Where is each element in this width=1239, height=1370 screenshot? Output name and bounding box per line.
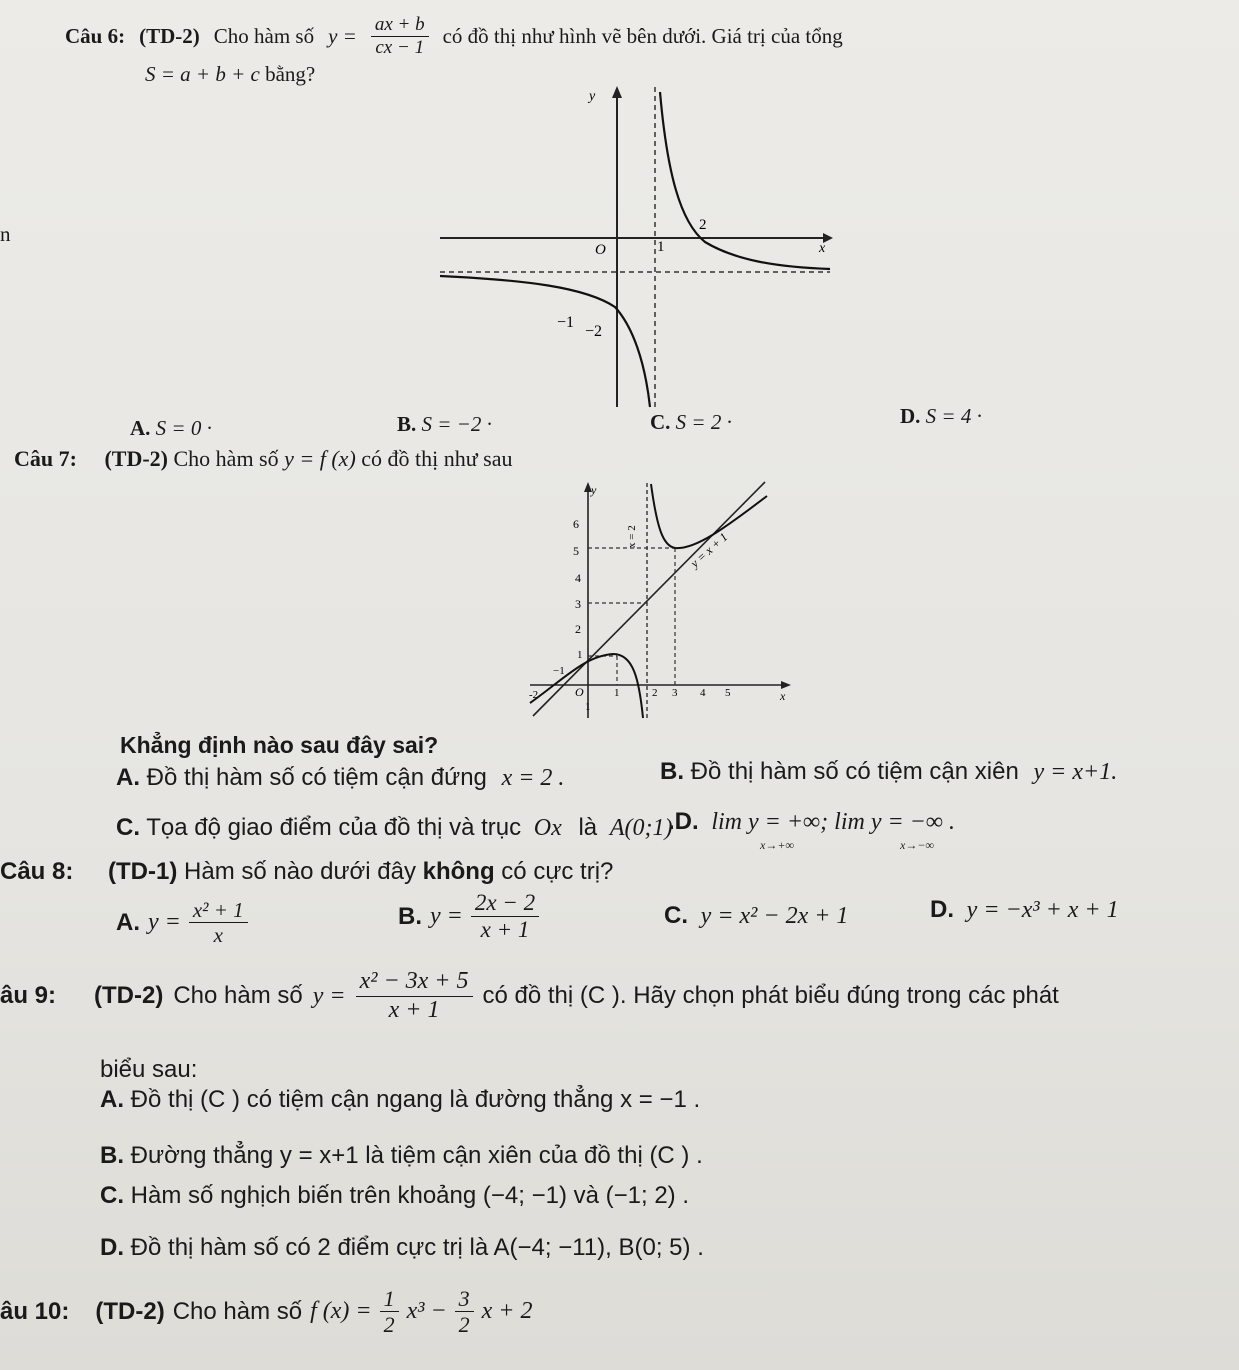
q8-option-b[interactable]: B. y = $\frac{2x - 2}{x + 1}$ <box>398 890 539 944</box>
q6-tick-x-neg: −1 <box>557 314 575 331</box>
q8-option-a[interactable]: A. y = $\frac{\text{x² + 1}}{x}$ <box>116 898 248 947</box>
q6-y-axis-label: y <box>589 89 596 104</box>
q7-lim-sub2: x→−∞ <box>900 838 934 852</box>
q7-label-slant: y = x + 1 <box>687 529 731 571</box>
q7-ytick-3: 3 <box>575 597 581 611</box>
q9-text-before: Cho hàm số <box>173 982 303 1010</box>
q7-y-axis-label: y <box>591 483 597 497</box>
q10-tail: x + 2 <box>481 1298 533 1325</box>
q6-option-a[interactable]: A. S = 0 · <box>130 416 212 440</box>
q10-tag: (TD-2) <box>95 1297 165 1325</box>
q9-option-c[interactable]: C. Hàm số nghịch biến trên khoảng (−4; −1) và (−1; 2) . <box>100 1182 689 1209</box>
q7-text-after: có đồ thị như sau <box>361 446 513 471</box>
q6-frac-den: cx − 1 <box>375 36 425 58</box>
q6-fraction <box>371 14 429 59</box>
q6-text-before: Cho hàm số <box>213 23 315 48</box>
q9-tag: (TD-2) <box>94 982 164 1010</box>
q6-tag: (TD-2) <box>139 23 200 48</box>
q10-frac2: $\frac{3}{2}$ <box>455 1286 474 1338</box>
q7-option-a[interactable]: A. Đồ thị hàm số có tiệm cận đứng x = 2 . <box>116 764 565 791</box>
q7-xtick-3: 3 <box>672 687 678 699</box>
q6-tick-y-pos: 2 <box>699 217 707 233</box>
q7-label-x2: x = 2 <box>626 525 638 548</box>
q7-xtick-5: 5 <box>725 687 731 699</box>
q7-ytick-neg1: −1 <box>553 665 565 677</box>
q6-option-d[interactable]: D. S = 4 · <box>900 404 982 428</box>
q6-label: Câu 6: <box>65 23 126 48</box>
q10-label: âu 10: <box>0 1297 70 1325</box>
q7-text-before: Cho hàm số <box>173 446 279 471</box>
q6-text-after: có đồ thị như hình vẽ bên dưới. Giá trị của tổng <box>442 23 843 48</box>
q8-text-after: có cực trị? <box>501 858 614 885</box>
q8-bold-word: không <box>422 858 495 885</box>
q6-frac-num: ax + b <box>371 14 429 37</box>
q9-y-eq: y = <box>312 982 346 1009</box>
q6-graph <box>435 82 835 412</box>
q7-prompt: Khẳng định nào sau đây sai? <box>120 732 439 758</box>
q10-frac1: $\frac{1}{2}$ <box>380 1286 399 1338</box>
q9-fraction <box>356 968 473 1024</box>
q7-xtick-4: 4 <box>700 687 706 699</box>
q7-x-axis-label: x <box>780 689 786 703</box>
q7-ytick-2: 2 <box>575 622 581 636</box>
q6-tick-x-pos: 1 <box>657 239 665 255</box>
q6-tick-y-neg: −2 <box>585 323 603 340</box>
q8-option-c[interactable]: C. y = x² − 2x + 1 <box>664 902 849 929</box>
q7-ytick-5: 5 <box>573 544 579 558</box>
q7-expr: y = f (x) <box>284 446 356 471</box>
q6-x-axis-label: x <box>819 241 826 256</box>
q9-option-b[interactable]: B. Đường thẳng y = x+1 là tiệm cận xiên của đồ thị (C ) . <box>100 1142 703 1169</box>
q6-option-c[interactable]: C. S = 2 · <box>650 410 732 434</box>
q7-lim-sub1: x→+∞ <box>760 838 794 852</box>
margin-mark: n <box>0 222 11 246</box>
q9-frac-den: x + 1 <box>388 996 440 1023</box>
q7-tick-below: 1 <box>585 701 591 713</box>
q6-option-b[interactable]: B. S = −2 · <box>397 412 492 436</box>
q6-sum-expr: S = a + b + c <box>145 62 260 86</box>
q9-label: âu 9: <box>0 982 57 1010</box>
q8-text-before: Hàm số nào dưới đây <box>184 858 416 885</box>
q10-expr-left: f (x) = <box>310 1298 372 1325</box>
q10-text-before: Cho hàm số <box>172 1297 303 1325</box>
q6-origin-label: O <box>595 242 606 258</box>
q7-label: Câu 7: <box>14 446 77 471</box>
q7-ytick-4: 4 <box>575 571 581 585</box>
q8-tag: (TD-1) <box>108 858 178 885</box>
q10-mid: x³ − <box>406 1298 447 1325</box>
q7-ytick-1: 1 <box>577 649 583 661</box>
q7-option-b[interactable]: B. Đồ thị hàm số có tiệm cận xiên y = x+1. <box>660 758 1118 785</box>
q7-xtick-1: 1 <box>614 687 620 699</box>
q7-xtick-2: 2 <box>652 687 658 699</box>
q7-origin-label: O <box>575 685 584 699</box>
q9-text-after: có đồ thị (C ). Hãy chọn phát biểu đúng trong các phát <box>482 982 1059 1010</box>
q6-y-eq: y = <box>328 23 357 48</box>
q9-option-a[interactable]: A. Đồ thị (C ) có tiệm cận ngang là đường thẳng x = −1 . <box>100 1086 701 1113</box>
q7-ytick-6: 6 <box>573 517 579 531</box>
q7-xtick-neg2: -2 <box>529 689 539 701</box>
q6-line2-tail: bằng? <box>265 62 316 86</box>
q8-label: Câu 8: <box>0 858 74 885</box>
q7-option-d[interactable]: .D. lim y = +∞; lim y = −∞ . <box>668 808 955 835</box>
q9-frac-num: x² − 3x + 5 <box>356 968 473 997</box>
q8-option-d[interactable]: D. y = −x³ + x + 1 <box>930 896 1119 923</box>
q7-graph <box>525 478 795 723</box>
q9-option-d[interactable]: D. Đồ thị hàm số có 2 điểm cực trị là A(−4; −11), B(0; 5) . <box>100 1234 704 1261</box>
q9-line2: biểu sau: <box>100 1056 198 1083</box>
q7-option-c[interactable]: C. Tọa độ giao điểm của đồ thị và trục Ox là A(0;1) <box>116 814 673 841</box>
q7-tag: (TD-2) <box>104 446 168 471</box>
